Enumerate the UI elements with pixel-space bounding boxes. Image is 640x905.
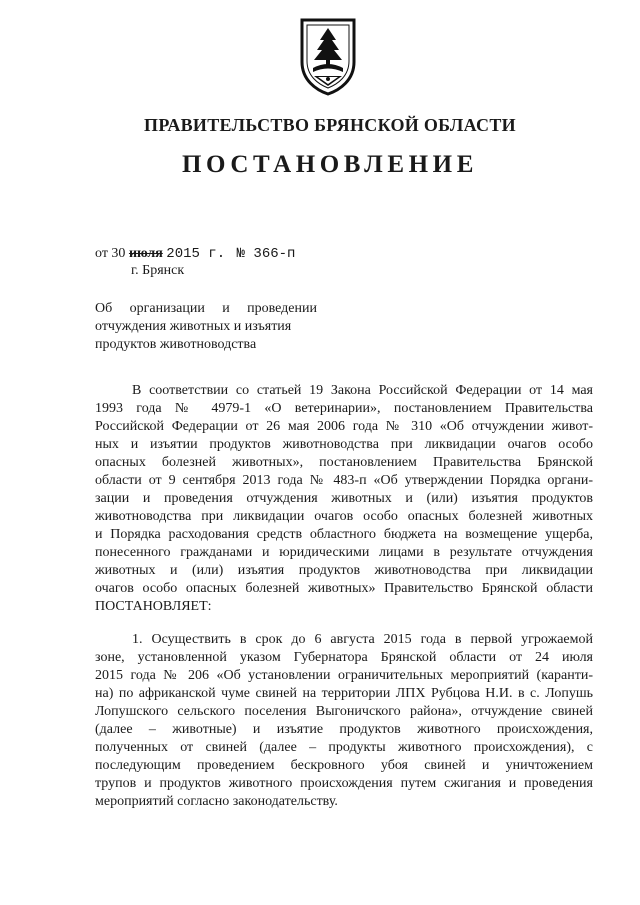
document-city: г. Брянск bbox=[131, 263, 185, 278]
paragraph-line: очагов особо опасных болезней животных» Правительство Брянской области bbox=[95, 581, 593, 596]
paragraph-line: области от 9 сентября 2013 года № 483-п «Об утверждении Порядка органи- bbox=[95, 473, 593, 488]
paragraph-line: мероприятий согласно законодательству. bbox=[95, 794, 338, 809]
date-year: 2015 г. bbox=[166, 246, 226, 262]
paragraph-line: ных и изъятии продуктов животноводства при ликвидации очагов особо bbox=[95, 437, 593, 452]
document-number: № 366-п bbox=[236, 246, 296, 262]
paragraph-line: понесенного гражданами и юридическими лицами в результате отчуждения bbox=[95, 545, 593, 560]
subject-line: Об организации и проведении bbox=[95, 301, 317, 316]
paragraph-line: и Порядка расходования средств областного бюджета на возмещение ущерба, bbox=[95, 527, 593, 542]
date-prefix: от 30 bbox=[95, 246, 126, 261]
paragraph-line: животных и (или) изъятия продуктов животноводства при ликвидации bbox=[95, 563, 593, 578]
paragraph-line: 1993 года № 4979-1 «О ветеринарии», постановлением Правительства bbox=[95, 401, 593, 416]
government-title: ПРАВИТЕЛЬСТВО БРЯНСКОЙ ОБЛАСТИ bbox=[144, 115, 516, 135]
paragraph-line: зации и проведения отчуждения животных и (или) изъятия продуктов bbox=[95, 491, 593, 506]
paragraph-line: последующим проведением бескровного убоя свиней и уничтожением bbox=[95, 758, 593, 773]
preamble-paragraph bbox=[95, 382, 593, 616]
paragraph-line: животноводства при ликвидации очагов особо опасных болезней животных bbox=[95, 509, 593, 524]
paragraph-line: (далее – животные) и изъятие продуктов животного происхождения, bbox=[95, 722, 593, 737]
document-subject bbox=[95, 300, 317, 354]
paragraph-line: В соответствии со статьей 19 Закона Российской Федерации от 14 мая bbox=[132, 383, 593, 398]
paragraph-line: трупов и продуктов животного происхождения путем сжигания и проведения bbox=[95, 776, 593, 791]
paragraph-line: зоне, установленной указом Губернатора Брянской области от 24 июля bbox=[95, 650, 593, 665]
subject-line: продуктов животноводства bbox=[95, 337, 257, 352]
paragraph-line: Лопушского сельского поселения Выгоничского района», отчуждение свиней bbox=[95, 704, 593, 719]
clause-1-paragraph bbox=[95, 631, 593, 811]
paragraph-line: Российской Федерации от 26 мая 2006 года № 310 «Об отчуждении живот- bbox=[95, 419, 593, 434]
document-date-number bbox=[95, 246, 295, 262]
coat-of-arms-icon bbox=[298, 16, 358, 96]
paragraph-line: полученных от свиней (далее – продукты животного происхождения), с bbox=[95, 740, 593, 755]
paragraph-line: 2015 года № 206 «Об установлении ограничительных мероприятий (каранти- bbox=[95, 668, 593, 683]
decree-keyword: ПОСТАНОВЛЯЕТ: bbox=[95, 599, 212, 614]
paragraph-line: 1. Осуществить в срок до 6 августа 2015 года в первой угрожаемой bbox=[132, 632, 593, 647]
document-kind-title: ПОСТАНОВЛЕНИЕ bbox=[181, 151, 479, 178]
subject-line: отчуждения животных и изъятия bbox=[95, 319, 292, 334]
paragraph-line: на) по африканской чуме свиней на территории ЛПХ Рубцова Н.И. в с. Лопушь bbox=[95, 686, 593, 701]
date-month: июля bbox=[128, 246, 163, 261]
paragraph-line: опасных болезней животных», постановлением Правительства Брянской bbox=[95, 455, 593, 470]
